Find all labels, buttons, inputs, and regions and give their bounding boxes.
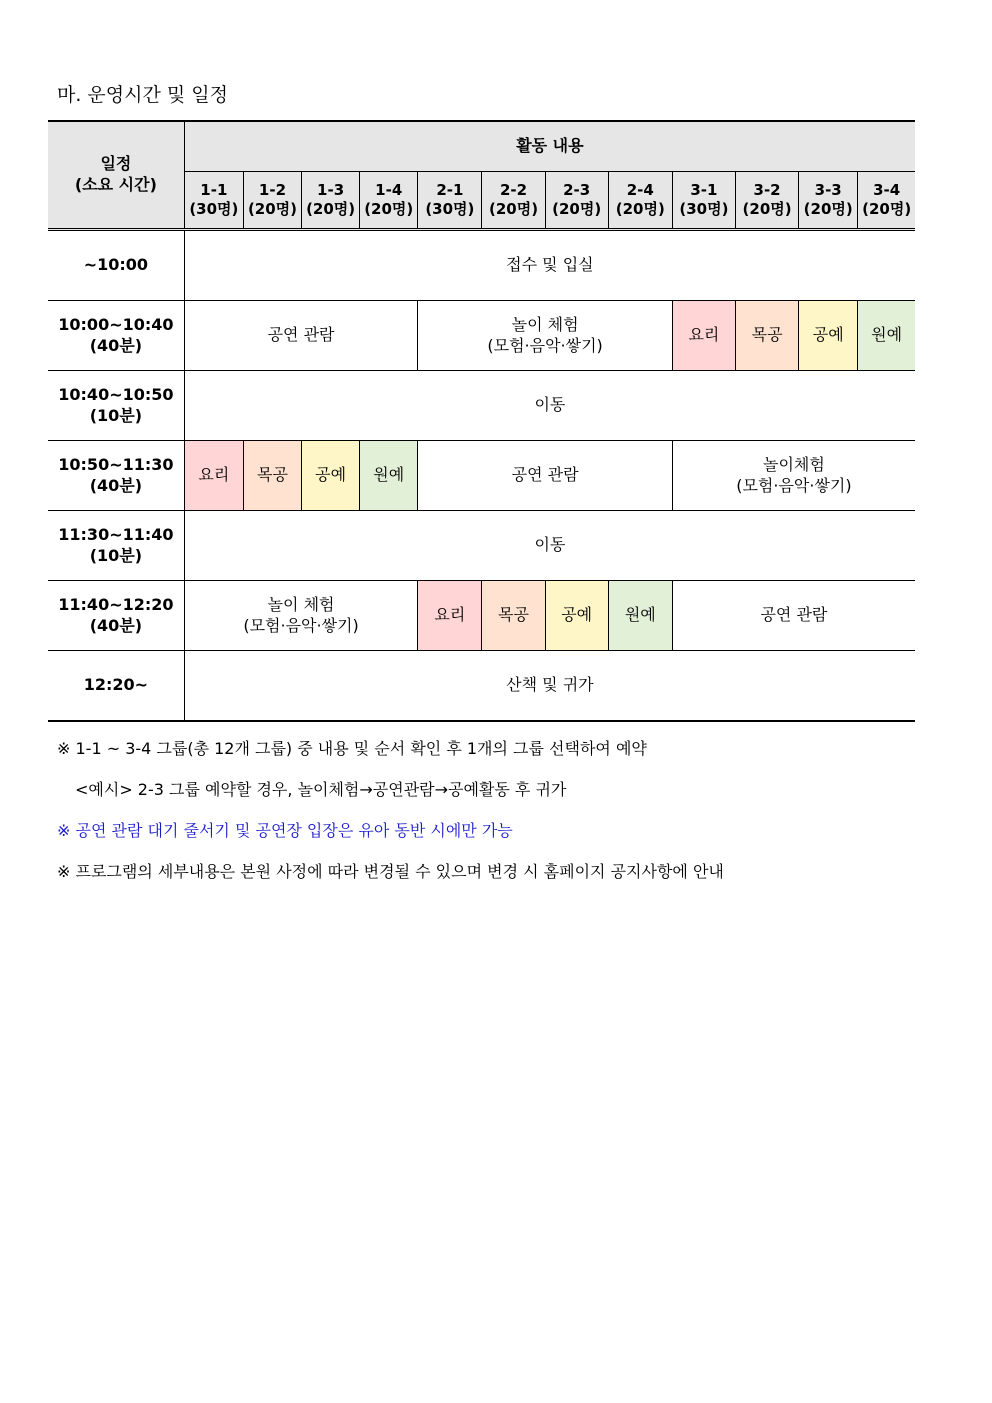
time-label: 11:30~11:40: [58, 524, 174, 544]
group-id: 2-4: [626, 180, 654, 199]
schedule-row: [48, 230, 915, 301]
group-header-2-2: [482, 172, 545, 230]
group-header-2-1: [418, 172, 482, 230]
group-id: 2-1: [436, 180, 464, 199]
activity-label: 이동: [534, 395, 566, 415]
group-header-1-1: [184, 172, 243, 230]
group-header-3-1: [672, 172, 735, 230]
activity-cell: [482, 581, 545, 651]
activity-cell: [184, 301, 418, 371]
activity-label: 공예: [315, 465, 347, 485]
time-cell: [48, 581, 184, 651]
group-size: (20명): [615, 200, 665, 218]
group-size: (20명): [803, 200, 853, 218]
activity-label: 요리: [688, 325, 720, 345]
activity-cell: [418, 581, 482, 651]
group-id: 1-4: [375, 180, 403, 199]
group-size: (20명): [742, 200, 792, 218]
activity-label: 목공: [498, 605, 529, 625]
group-id: 1-3: [317, 180, 345, 199]
schedule-row: [48, 441, 915, 511]
notes: [57, 738, 724, 902]
group-size: (30명): [425, 200, 475, 218]
activity-cell: [672, 581, 915, 651]
activity-cell: [184, 511, 915, 581]
activity-label: 공연 관람: [267, 325, 335, 345]
time-label: ~10:00: [83, 255, 149, 275]
note-performance: ※ 공연 관람 대기 줄서기 및 공연장 입장은 유아 동반 시에만 가능: [57, 821, 513, 840]
activity-cell: [418, 301, 673, 371]
group-header-3-4: [858, 172, 915, 230]
group-id: 2-3: [563, 180, 591, 199]
note-example: <예시> 2-3 그룹 예약할 경우, 놀이체험→공연관람→공예활동 후 귀가: [75, 780, 567, 799]
activity-label: 공예: [561, 605, 593, 625]
activity-label: 산책 및 귀가: [506, 675, 594, 695]
activity-cell: [184, 371, 915, 441]
group-size: (20명): [862, 200, 912, 218]
group-size: (30명): [679, 200, 729, 218]
schedule-row: [48, 581, 915, 651]
group-header-3-3: [799, 172, 858, 230]
activity-label: 이동: [534, 535, 566, 555]
schedule-table: [48, 120, 915, 722]
note-changes: ※ 프로그램의 세부내용은 본원 사정에 따라 변경될 수 있으며 변경 시 홈페이지 공지사항에 안내: [57, 862, 724, 881]
activity-cell: [736, 301, 799, 371]
schedule-header-label: 일정: [100, 154, 132, 174]
time-label: (10분): [89, 405, 143, 425]
activity-cell: [184, 230, 915, 301]
group-id: 3-2: [753, 180, 781, 199]
time-label: (40분): [89, 335, 143, 355]
activity-label: 요리: [434, 605, 466, 625]
time-label: (10분): [89, 545, 143, 565]
activity-label: 놀이체험: [763, 454, 825, 474]
time-cell: [48, 511, 184, 581]
time-label: 10:40~10:50: [58, 384, 174, 404]
time-cell: [48, 371, 184, 441]
activity-label: (모험·음악·쌓기): [736, 475, 852, 495]
group-id: 3-1: [690, 180, 718, 199]
schedule-row: [48, 511, 915, 581]
time-cell: [48, 230, 184, 301]
activity-header: 활동 내용: [184, 121, 915, 172]
group-id: 1-2: [258, 180, 287, 199]
group-header-3-2: [736, 172, 799, 230]
group-size: (30명): [189, 200, 239, 218]
group-header-2-4: [608, 172, 672, 230]
activity-label: 공연 관람: [511, 465, 579, 485]
activity-cell: [243, 441, 301, 511]
group-size: (20명): [364, 200, 414, 218]
activity-label: 원예: [871, 325, 903, 345]
activity-label: 공연 관람: [760, 605, 828, 625]
schedule-body: [48, 230, 915, 722]
time-cell: [48, 441, 184, 511]
group-header-1-2: [243, 172, 301, 230]
activity-label: (모험·음악·쌓기): [243, 615, 359, 635]
activity-label: 공예: [812, 325, 844, 345]
schedule-header-sublabel: (소요 시간): [74, 175, 157, 194]
section-title: 마. 운영시간 및 일정: [57, 84, 228, 106]
group-size: (20명): [488, 200, 539, 218]
activity-label: 요리: [198, 465, 230, 485]
time-label: (40분): [89, 475, 143, 495]
activity-cell: [184, 441, 243, 511]
activity-label: 놀이 체험: [511, 314, 579, 334]
activity-label: 원예: [373, 465, 405, 485]
activity-label: 접수 및 입실: [506, 255, 594, 275]
activity-cell: [858, 301, 915, 371]
group-id: 3-3: [814, 180, 842, 199]
schedule-row: [48, 371, 915, 441]
activity-label: (모험·음악·쌓기): [487, 335, 603, 355]
activity-label: 목공: [751, 325, 783, 345]
activity-label: 목공: [257, 465, 288, 485]
group-id: 1-1: [200, 180, 228, 199]
group-size: (20명): [306, 200, 356, 218]
activity-cell: [608, 581, 672, 651]
activity-label: 놀이 체험: [267, 594, 335, 614]
activity-cell: [184, 651, 915, 722]
activity-cell: [418, 441, 673, 511]
time-label: 12:20~: [83, 675, 149, 695]
activity-cell: [672, 301, 735, 371]
activity-cell: [360, 441, 418, 511]
note-reservation: ※ 1-1 ~ 3-4 그룹(총 12개 그룹) 중 내용 및 순서 확인 후 1개의 그룹 선택하여 예약: [57, 739, 647, 758]
group-header-2-3: [545, 172, 608, 230]
activity-label: 원예: [624, 605, 656, 625]
group-id: 2-2: [499, 180, 528, 199]
group-size: (20명): [552, 200, 602, 218]
group-header-1-3: [302, 172, 360, 230]
time-label: 10:00~10:40: [58, 314, 174, 334]
activity-cell: [672, 441, 915, 511]
group-header-1-4: [360, 172, 418, 230]
activity-cell: [799, 301, 858, 371]
group-id: 3-4: [873, 180, 901, 199]
time-label: 10:50~11:30: [58, 454, 174, 474]
activity-cell: [184, 581, 418, 651]
time-label: (40분): [89, 615, 143, 635]
time-label: 11:40~12:20: [58, 594, 174, 614]
activity-cell: [545, 581, 608, 651]
activity-cell: [302, 441, 360, 511]
schedule-header: [48, 121, 184, 230]
time-cell: [48, 301, 184, 371]
schedule-row: [48, 301, 915, 371]
schedule-row: [48, 651, 915, 722]
group-size: (20명): [247, 200, 298, 218]
time-cell: [48, 651, 184, 722]
